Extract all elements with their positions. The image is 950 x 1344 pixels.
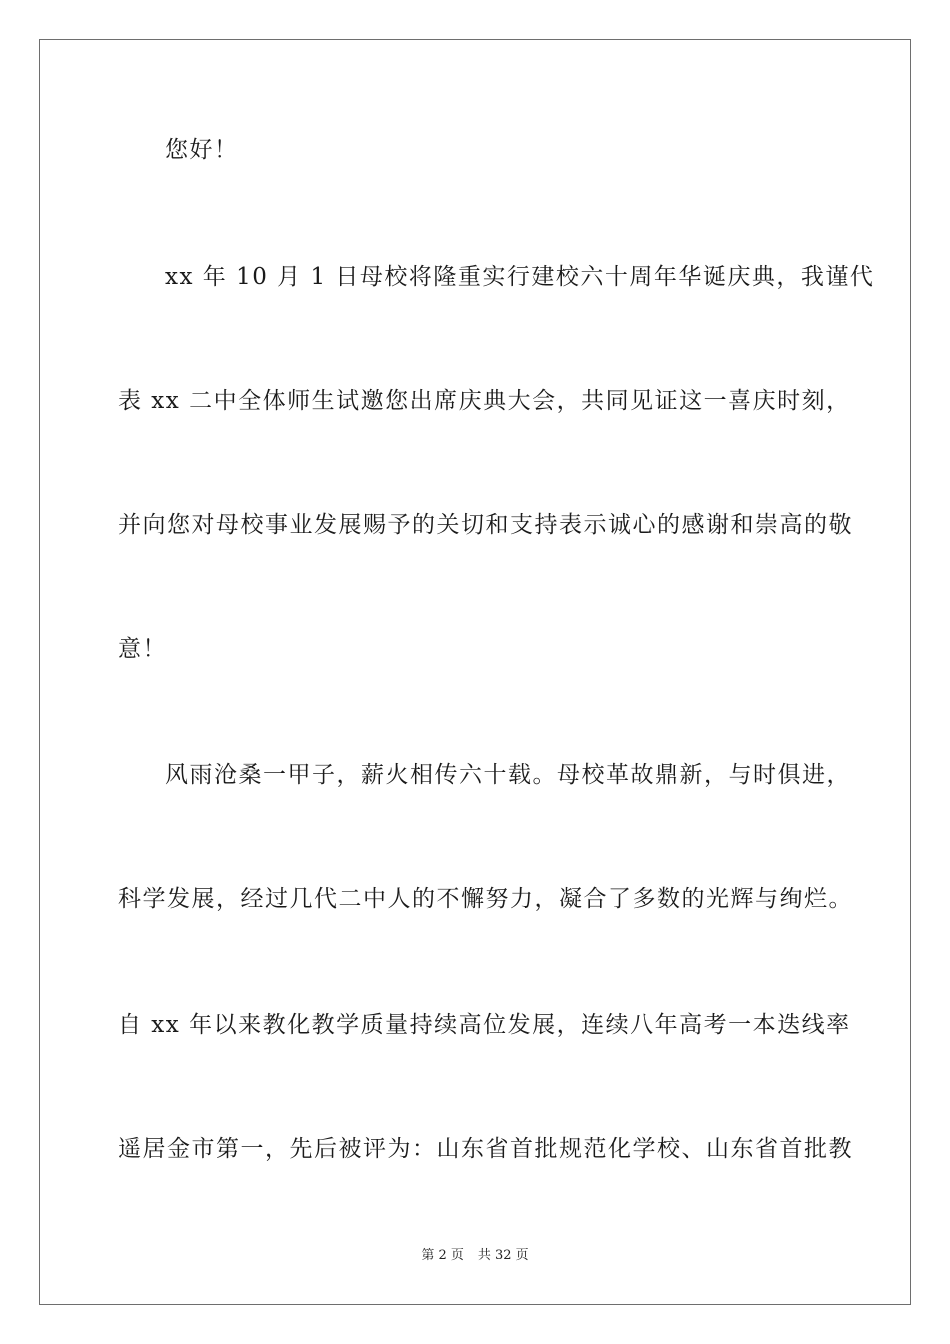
- body-line-4: 意！: [118, 636, 167, 662]
- body-line-5: 风雨沧桑一甲子，薪火相传六十载。母校革故鼎新，与时俱进，: [165, 762, 851, 788]
- page-frame: [39, 39, 911, 1305]
- page-number-current: 第 2 页: [421, 1248, 464, 1263]
- greeting-line: 您好！: [165, 137, 239, 163]
- body-line-7: 自 xx 年以来教化教学质量持续高位发展，连续八年高考一本迭线率: [118, 1012, 851, 1038]
- page-footer: [0, 1248, 950, 1264]
- body-line-1: xx 年 10 月 1 日母校将隆重实行建校六十周年华诞庆典，我谨代: [165, 264, 875, 290]
- page-number-total: 共 32 页: [477, 1248, 529, 1263]
- body-line-2: 表 xx 二中全体师生试邀您出席庆典大会，共同见证这一喜庆时刻，: [118, 388, 851, 414]
- body-line-6: 科学发展，经过几代二中人的不懈努力，凝合了多数的光辉与绚烂。: [118, 886, 853, 912]
- body-line-3: 并向您对母校事业发展赐予的关切和支持表示诚心的感谢和崇高的敬: [118, 512, 853, 538]
- body-line-8: 遥居金市第一，先后被评为：山东省首批规范化学校、山东省首批教: [118, 1136, 853, 1162]
